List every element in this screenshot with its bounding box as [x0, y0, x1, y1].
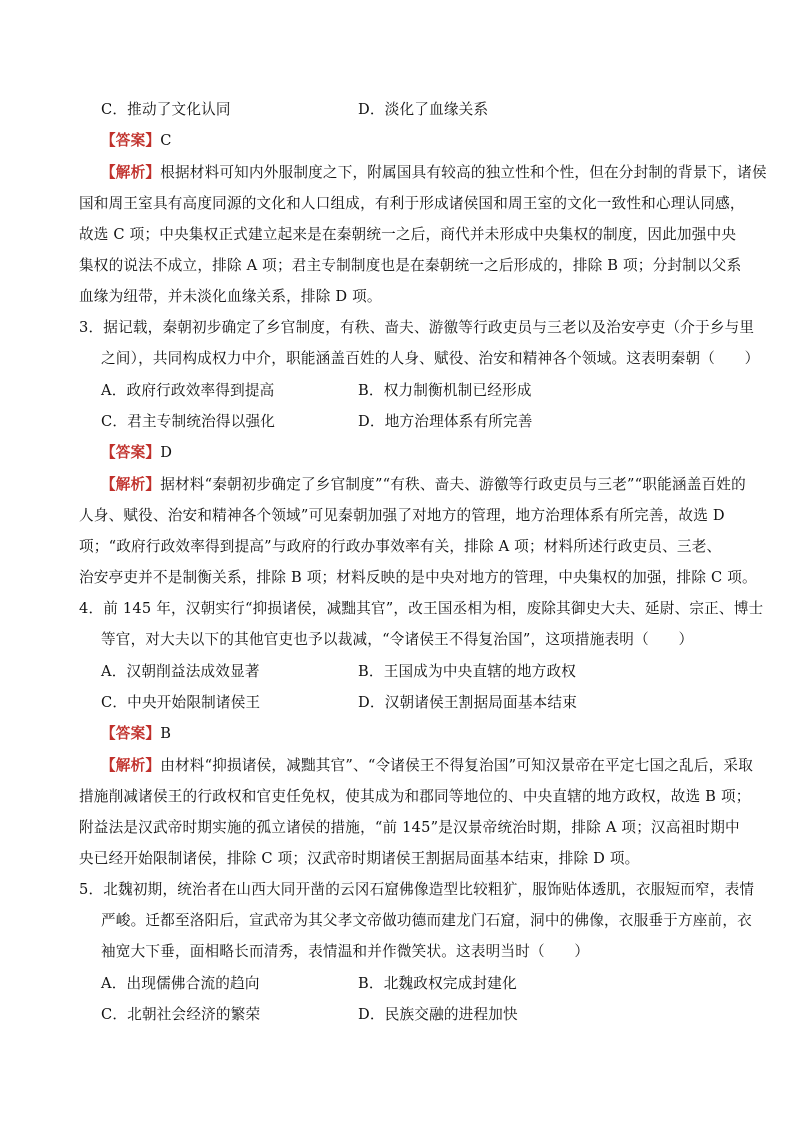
q4-answer — [101, 724, 171, 744]
q4-stem-line-2: 等官，对大夫以下的其他官吏也予以裁减，“令诸侯王不得复治国”，这项措施表明（ ） — [101, 631, 694, 648]
q2-analysis-line-5: 血缘为纽带，并未淡化血缘关系，排除 D 项。 — [79, 288, 382, 305]
answer-tag: 【答案】 — [101, 132, 161, 149]
q3-option-a: A．政府行政效率得到提高 — [101, 382, 275, 399]
q4-analysis-line-4: 央已经开始限制诸侯，排除 C 项；汉武帝时期诸侯王割据局面基本结束，排除 D 项。 — [79, 850, 640, 867]
q3-stem-line-2: 之间），共同构成权力中介，职能涵盖百姓的人身、赋役、治安和精神各个领域。这表明秦朝（ ） — [101, 350, 760, 367]
q4-option-d: D．汉朝诸侯王割据局面基本结束 — [358, 694, 578, 711]
q2-analysis-line-1: 【解析】根据材料可知内外服制度之下，附属国具有较高的独立性和个性，但在分封制的背景下，诸侯 — [101, 164, 767, 181]
q3-option-d: D．地方治理体系有所完善 — [358, 413, 533, 430]
q4-analysis-line-3: 附益法是汉武帝时期实施的孤立诸侯的措施，“前 145”是汉景帝统治时期，排除 A 项；汉高祖时期中 — [79, 819, 740, 836]
q5-option-b: B．北魏政权完成封建化 — [358, 975, 517, 992]
q5-stem-line-1: 5．北魏初期，统治者在山西大同开凿的云冈石窟佛像造型比较粗犷，服饰贴体透肌，衣服短而窄，表情 — [79, 881, 755, 898]
q4-option-a: A．汉朝削益法成效显著 — [101, 663, 260, 680]
analysis-tag: 【解析】 — [101, 476, 161, 493]
question-number: 4． — [79, 600, 104, 617]
answer-value: D — [160, 444, 173, 461]
q2-answer — [101, 131, 172, 151]
answer-value: B — [160, 725, 172, 742]
q5-option-d: D．民族交融的进程加快 — [358, 1006, 518, 1023]
q5-option-a: A．出现儒佛合流的趋向 — [101, 975, 260, 992]
q2-analysis-line-4: 集权的说法不成立，排除 A 项；君主专制制度也是在秦朝统一之后形成的，排除 B 项；分封制以父系 — [79, 257, 742, 274]
q5-option-c: C．北朝社会经济的繁荣 — [101, 1006, 261, 1023]
q3-analysis-line-1: 【解析】据材料“秦朝初步确定了乡官制度”“有秩、啬夫、游徼等行政吏员与三老”“职能涵盖百姓的 — [101, 476, 746, 493]
q3-stem-line-1: 3．据记载，秦朝初步确定了乡官制度，有秩、啬夫、游徼等行政吏员与三老以及治安亭吏（介于乡与里 — [79, 319, 755, 336]
q4-option-c: C．中央开始限制诸侯王 — [101, 694, 261, 711]
question-number: 5． — [79, 881, 104, 898]
question-number: 3． — [79, 319, 104, 336]
q4-analysis-line-2: 措施削减诸侯王的行政权和官吏任免权，使其成为和郡同等地位的、中央直辖的地方政权，故选 B 项； — [79, 788, 751, 805]
q3-analysis-line-4: 治安亭吏并不是制衡关系，排除 B 项；材料反映的是中央对地方的管理，中央集权的加强，排除 C 项。 — [79, 569, 757, 586]
answer-tag: 【答案】 — [101, 444, 161, 461]
q5-stem-line-3: 袖宽大下垂，面相略长而清秀，表情温和并作微笑状。这表明当时（ ） — [101, 943, 590, 960]
q2-option-c: C．推动了文化认同 — [101, 101, 231, 118]
q3-option-b: B．权力制衡机制已经形成 — [358, 382, 532, 399]
q4-stem-line-1: 4．前 145 年，汉朝实行“抑损诸侯，减黜其官”，改王国丞相为相，废除其御史大夫、延尉、宗正、博士 — [79, 600, 764, 617]
answer-value: C — [160, 132, 172, 149]
q5-stem-line-2: 严峻。迁都至洛阳后，宣武帝为其父孝文帝做功德而建龙门石窟，洞中的佛像，衣服垂于方座前，衣 — [101, 912, 752, 929]
q4-option-b: B．王国成为中央直辖的地方政权 — [358, 663, 577, 680]
q2-option-d: D．淡化了血缘关系 — [358, 101, 489, 118]
analysis-tag: 【解析】 — [101, 164, 161, 181]
q2-analysis-line-3: 故选 C 项；中央集权正式建立起来是在秦朝统一之后，商代并未形成中央集权的制度，因此加强中央 — [79, 226, 737, 243]
q3-analysis-line-3: 项；“政府行政效率得到提高”与政府的行政办事效率有关，排除 A 项；材料所述行政吏员、三老、 — [79, 538, 722, 555]
answer-tag: 【答案】 — [101, 725, 161, 742]
analysis-tag: 【解析】 — [101, 757, 161, 774]
q2-analysis-line-2: 国和周王室具有高度同源的文化和人口组成，有利于形成诸侯国和周王室的文化一致性和心理认同感， — [79, 195, 745, 212]
q3-analysis-line-2: 人身、赋役、治安和精神各个领域”可见秦朝加强了对地方的管理，地方治理体系有所完善，故选 D — [79, 507, 725, 524]
q3-answer — [101, 443, 172, 463]
q4-analysis-line-1: 【解析】由材料“抑损诸侯，减黜其官”、“令诸侯王不得复治国”可知汉景帝在平定七国之乱后，采取 — [101, 757, 753, 774]
q3-option-c: C．君主专制统治得以强化 — [101, 413, 276, 430]
